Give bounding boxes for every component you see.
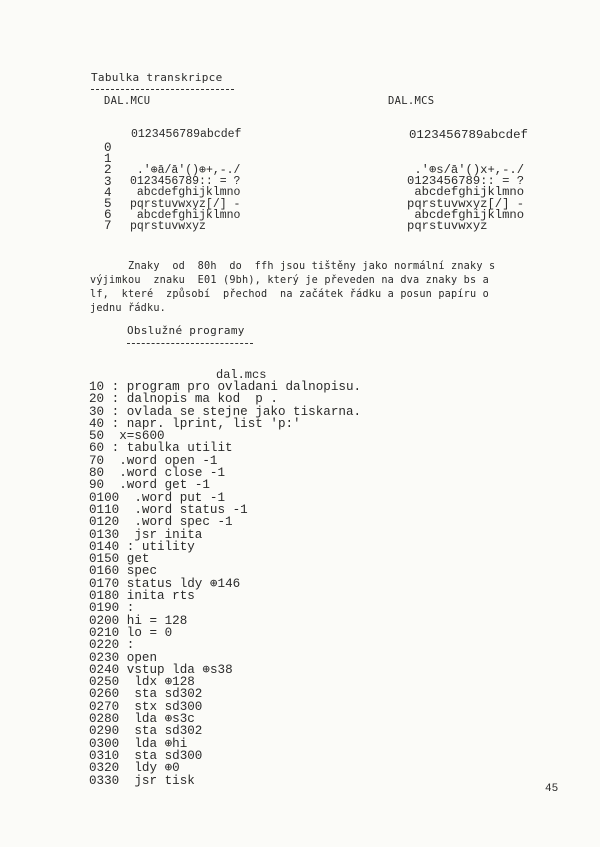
line-number: 0190 — [89, 601, 120, 616]
row-number: 7 — [104, 219, 112, 234]
line-code: sta sd302 — [119, 687, 203, 702]
line-number: 0270 — [89, 699, 120, 714]
line-code: lda ⊕s3c — [119, 712, 195, 727]
mcu-row-6: abcdefghijklmno — [130, 208, 241, 222]
mcu-row-4: abcdefghijklmno — [130, 186, 241, 200]
line-number: 0120 — [89, 515, 120, 530]
mcu-column-header: DAL.MCU — [104, 95, 151, 107]
row-number: 3 — [104, 174, 112, 189]
line-code: open — [119, 650, 158, 665]
line-code: .word open -1 — [104, 453, 218, 468]
row-number: 6 — [104, 208, 112, 223]
line-code: lda ⊕hi — [119, 736, 188, 751]
section-title-underline — [127, 343, 253, 344]
line-code: status ldy ⊕146 — [119, 576, 241, 591]
line-code: : napr. lprint, list 'p:' — [104, 416, 301, 431]
mcs-row-7: pqrstuvwxyz — [407, 218, 488, 233]
listing-line — [89, 775, 361, 787]
line-number: 0260 — [89, 687, 120, 702]
mcs-column-header: DAL.MCS — [388, 95, 435, 107]
line-number: 0110 — [89, 502, 120, 517]
line-code: .word put -1 — [119, 490, 226, 505]
mcu-row-2: .'⊕ā/ā'()⊕+,-./ — [130, 164, 241, 177]
line-number: 0290 — [89, 724, 120, 739]
mcu-row-7: pqrstuvwxyz — [130, 219, 206, 233]
section-title: Obslužné programy — [127, 324, 245, 337]
row-number: 4 — [104, 185, 112, 200]
line-number: 0230 — [89, 650, 120, 665]
line-number: 0150 — [89, 552, 120, 567]
line-number: 0220 — [89, 638, 120, 653]
mcs-row-5: pqrstuvwxyz[/] - — [407, 196, 525, 211]
paragraph-line: výjimkou znaku E01 (9bh), který je převeden na dva znaky bs a — [90, 275, 490, 286]
mcs-row-6: abcdefghijklmno — [407, 207, 525, 222]
line-code: ldx ⊕128 — [119, 675, 195, 690]
page-number: 45 — [545, 783, 559, 795]
paragraph-line: Znaky od 80h do ffh jsou tištěny jako normální znaky s — [128, 261, 496, 272]
line-code: : ovlada se stejne jako tiskarna. — [104, 404, 362, 419]
line-code: : — [119, 638, 135, 653]
mcs-row-4: abcdefghijklmno — [407, 185, 525, 200]
line-number: 40 — [89, 416, 105, 431]
line-number: 30 — [89, 404, 105, 419]
listing-title: dal.mcs — [216, 368, 267, 382]
line-code: sta sd302 — [119, 724, 203, 739]
line-number: 0250 — [89, 675, 120, 690]
row-numbers — [104, 143, 112, 233]
line-number: 0280 — [89, 712, 120, 727]
mcs-row-3: 0123456789:: = ? — [407, 174, 525, 189]
mcs-character-table — [407, 165, 524, 232]
line-code: x=s600 — [104, 429, 165, 444]
line-code: : tabulka utilit — [104, 441, 233, 456]
line-code: inita rts — [119, 589, 195, 604]
row-number: 2 — [104, 163, 112, 178]
mcu-row-3: 0123456789:: = ? — [130, 175, 241, 189]
program-listing — [89, 381, 361, 787]
mcs-row-2: .'⊕s/ā'()x+,-./ — [407, 163, 525, 177]
line-code: vstup lda ⊕s38 — [119, 662, 233, 677]
mcu-hex-header: 0123456789abcdef — [131, 128, 242, 141]
paragraph-line: lf, které způsobí přechod na začátek řádku a posun papíru o — [90, 289, 490, 300]
row-number: 0 — [104, 141, 112, 155]
line-code: jsr inita — [119, 527, 203, 542]
line-number: 10 — [89, 380, 105, 394]
line-code: .word spec -1 — [119, 515, 233, 530]
line-number: 0160 — [89, 564, 120, 579]
line-number: 0170 — [89, 576, 120, 591]
line-code: lo = 0 — [119, 625, 173, 640]
line-code: sta sd300 — [119, 748, 203, 763]
line-number: 90 — [89, 478, 105, 493]
line-number: 0140 — [89, 539, 120, 554]
line-code: : utility — [119, 539, 195, 554]
line-code: stx sd300 — [119, 699, 203, 714]
description-paragraph — [90, 260, 495, 316]
paragraph-line: jednu řádku. — [90, 303, 167, 314]
line-number: 80 — [89, 466, 105, 481]
line-number: 0320 — [89, 761, 120, 776]
line-number: 60 — [89, 441, 105, 456]
line-number: 0210 — [89, 625, 120, 640]
line-number: 20 — [89, 392, 105, 407]
line-code: .word get -1 — [104, 478, 210, 493]
line-code: get — [119, 552, 150, 567]
line-code: .word close -1 — [104, 466, 226, 481]
line-number: 70 — [89, 453, 105, 468]
line-code: hi = 128 — [119, 613, 188, 628]
table-title: Tabulka transkripce — [91, 71, 223, 84]
line-code: spec — [119, 564, 158, 579]
line-code: : dalnopis ma kod p . — [104, 392, 278, 407]
line-code: : — [119, 601, 135, 616]
line-number: 50 — [89, 429, 105, 444]
line-code: jsr tisk — [119, 773, 195, 788]
row-number: 1 — [104, 152, 112, 167]
line-code: .word status -1 — [119, 502, 248, 517]
mcu-character-table — [130, 165, 240, 232]
line-number: 0330 — [89, 773, 120, 788]
mcu-row-5: pqrstuvwxyz[/] - — [130, 197, 241, 211]
line-number: 0180 — [89, 589, 120, 604]
line-number: 0240 — [89, 662, 120, 677]
line-code: ldy ⊕0 — [119, 761, 180, 776]
line-number: 0310 — [89, 748, 120, 763]
line-code: : program pro ovladani dalnopisu. — [104, 380, 362, 394]
row-number: 5 — [104, 196, 112, 211]
mcs-hex-header: 0123456789abcdef — [409, 128, 528, 142]
line-number: 0130 — [89, 527, 120, 542]
line-number: 0300 — [89, 736, 120, 751]
line-number: 0100 — [89, 490, 120, 505]
line-number: 0200 — [89, 613, 120, 628]
table-title-underline — [91, 89, 234, 90]
